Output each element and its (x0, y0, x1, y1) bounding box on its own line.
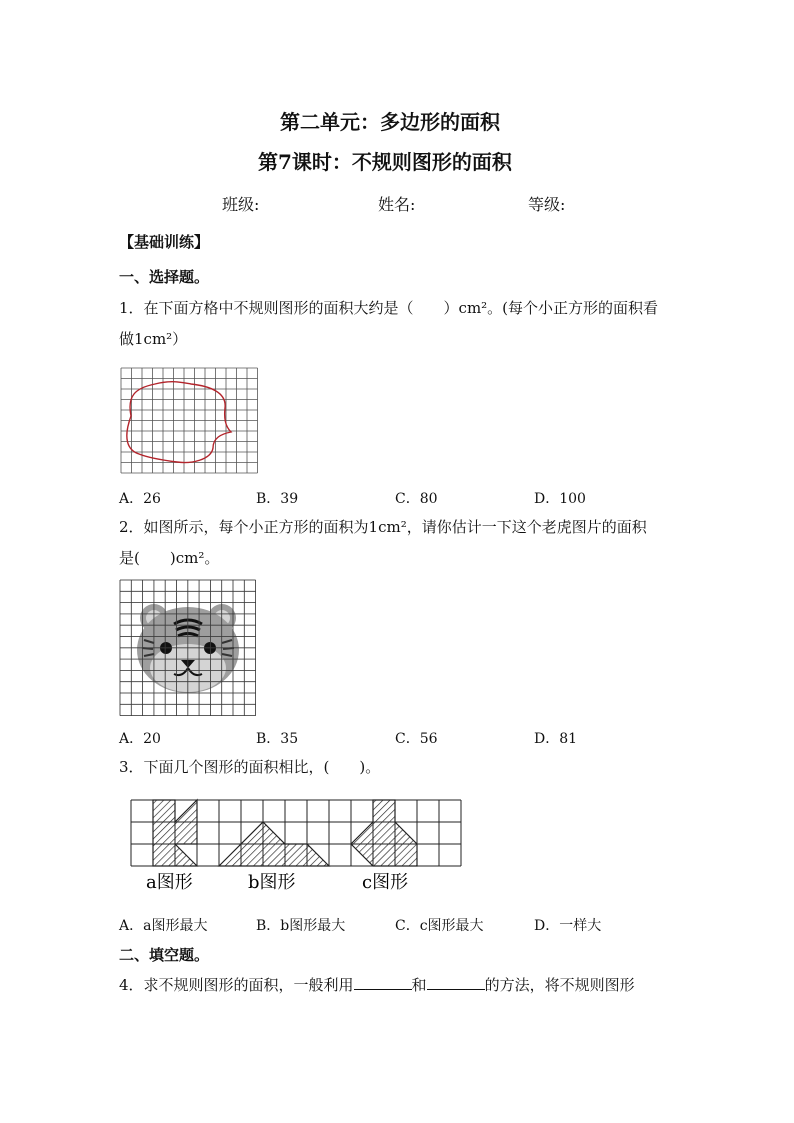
section-choice-heading: 一、选择题。 (119, 268, 210, 286)
shape-c (351, 800, 417, 866)
question-1-line-1: 1．在下面方格中不规则图形的面积大约是（ ）cm²。(每个小正方形的面积看 (119, 299, 659, 317)
question-3-option-b[interactable]: B．b图形最大 (256, 918, 346, 934)
question-2-line-2: 是( )cm²。 (119, 549, 220, 567)
section-fill-heading: 二、填空题。 (119, 946, 210, 964)
question-3-option-c[interactable]: C．c图形最大 (395, 918, 484, 934)
question-2-option-c[interactable]: C．56 (395, 731, 438, 747)
unit-title: 第二单元：多边形的面积 (280, 110, 500, 134)
label-a: a图形 (146, 872, 193, 893)
question-1-option-c[interactable]: C．80 (395, 491, 438, 507)
question-4-part-3: 的方法，将不规则图形 (484, 976, 635, 994)
question-2-option-a[interactable]: A．20 (119, 731, 161, 747)
question-3-line-1: 3．下面几个图形的面积相比，( )。 (119, 758, 381, 776)
question-3-shapes-figure (130, 798, 466, 894)
grade-label: 等级: (528, 195, 566, 214)
question-2-option-d[interactable]: D．81 (534, 731, 578, 747)
name-label: 姓名: (378, 195, 416, 214)
shape-a (153, 800, 197, 866)
question-4-blank-2[interactable] (427, 975, 485, 990)
question-2-option-b[interactable]: B．35 (256, 731, 299, 747)
question-2-line-1: 2．如图所示，每个小正方形的面积为1cm²，请你估计一下这个老虎图片的面积 (119, 518, 647, 536)
question-4-line-1 (119, 970, 635, 1001)
lesson-title: 第7课时：不规则图形的面积 (258, 150, 512, 174)
question-3-option-a[interactable]: A．a图形最大 (119, 918, 208, 934)
question-3-option-d[interactable]: D．一样大 (534, 918, 602, 934)
question-4-part-2: 和 (411, 976, 427, 994)
question-1-line-2: 做1cm²） (119, 330, 188, 348)
class-label: 班级: (222, 195, 260, 214)
question-1-option-a[interactable]: A．26 (119, 491, 161, 507)
question-1-option-b[interactable]: B．39 (256, 491, 299, 507)
label-c: c图形 (362, 872, 409, 893)
question-1-grid-figure (121, 368, 259, 470)
question-1-option-d[interactable]: D．100 (534, 491, 586, 507)
question-4-blank-1[interactable] (354, 975, 412, 990)
question-2-tiger-grid-figure (120, 580, 256, 716)
question-4-part-1: 4．求不规则图形的面积，一般利用 (119, 976, 354, 994)
section-basic-training: 【基础训练】 (119, 233, 210, 251)
label-b: b图形 (248, 872, 296, 893)
